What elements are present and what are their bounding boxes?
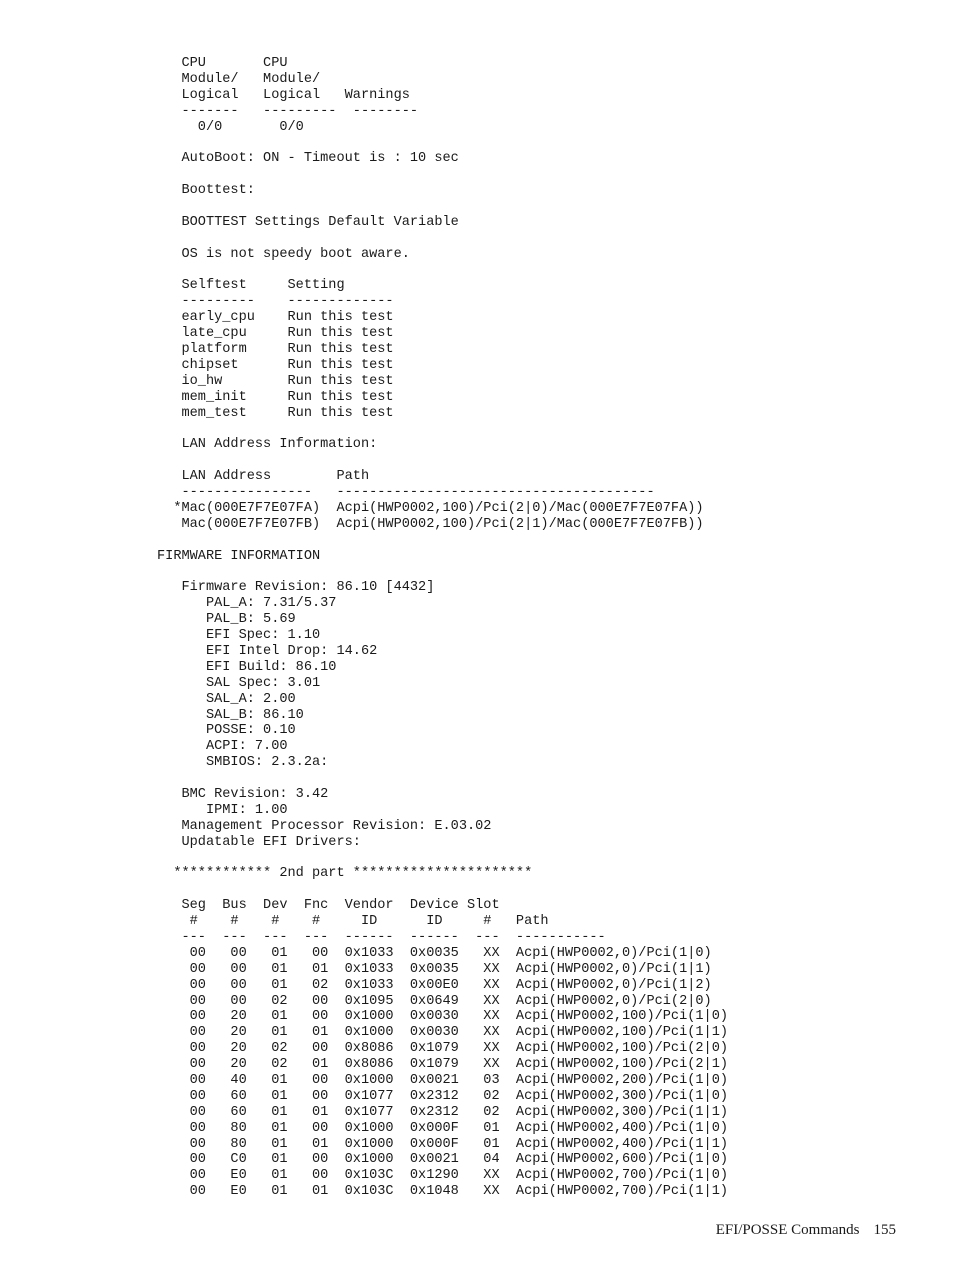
console-line: IPMI: 1.00 — [157, 802, 288, 818]
console-line: 00 C0 01 00 0x1000 0x0021 04 Acpi(HWP0002,600)/Pci(1|0) — [157, 1152, 729, 1168]
console-line — [157, 421, 927, 437]
console-line: 00 20 02 00 0x8086 0x1079 XX Acpi(HWP0002,100)/Pci(2|0) — [157, 1041, 729, 1057]
console-line — [157, 453, 927, 469]
console-line — [157, 199, 927, 215]
footer-section-title: EFI/POSSE Commands — [715, 1222, 860, 1238]
console-line: EFI Spec: 1.10 — [157, 628, 321, 644]
console-line: 0/0 0/0 — [157, 119, 304, 135]
console-line: OS is not speedy boot aware. — [157, 246, 410, 262]
console-line: # # # # ID ID # Path — [157, 914, 549, 930]
console-line: PAL_A: 7.31/5.37 — [157, 596, 337, 612]
console-line: --------- ------------- — [157, 294, 394, 310]
console-line: 00 00 02 00 0x1095 0x0649 XX Acpi(HWP0002,0)/Pci(2|0) — [157, 993, 712, 1009]
console-line: 00 00 01 00 0x1033 0x0035 XX Acpi(HWP0002,0)/Pci(1|0) — [157, 945, 712, 961]
console-line — [157, 135, 927, 151]
console-line: FIRMWARE INFORMATION — [157, 548, 321, 564]
console-line: 00 E0 01 00 0x103C 0x1290 XX Acpi(HWP0002,700)/Pci(1|0) — [157, 1168, 729, 1184]
footer-page-number: 155 — [873, 1222, 896, 1238]
console-line: 00 E0 01 01 0x103C 0x1048 XX Acpi(HWP0002,700)/Pci(1|1) — [157, 1184, 729, 1200]
console-line — [157, 231, 927, 247]
console-line: 00 60 01 00 0x1077 0x2312 02 Acpi(HWP0002,300)/Pci(1|0) — [157, 1088, 729, 1104]
console-line: mem_init Run this test — [157, 389, 394, 405]
console-line: LAN Address Path — [157, 469, 370, 485]
console-line: platform Run this test — [157, 342, 394, 358]
page-footer — [716, 1222, 896, 1239]
console-line: EFI Build: 86.10 — [157, 659, 337, 675]
console-line: 00 20 01 01 0x1000 0x0030 XX Acpi(HWP0002,100)/Pci(1|1) — [157, 1025, 729, 1041]
console-line: BMC Revision: 3.42 — [157, 786, 329, 802]
console-line: LAN Address Information: — [157, 437, 378, 453]
console-line: 00 00 01 01 0x1033 0x0035 XX Acpi(HWP0002,0)/Pci(1|1) — [157, 961, 712, 977]
console-line: --- --- --- --- ------ ------ --- ----------- — [157, 929, 606, 945]
console-line: io_hw Run this test — [157, 373, 394, 389]
console-line: PAL_B: 5.69 — [157, 612, 296, 628]
console-line: SAL_B: 86.10 — [157, 707, 304, 723]
console-line: Management Processor Revision: E.03.02 — [157, 818, 492, 834]
console-line — [157, 263, 927, 279]
console-line: ---------------- --------------------------------------- — [157, 485, 655, 501]
console-line: POSSE: 0.10 — [157, 723, 296, 739]
console-line: Firmware Revision: 86.10 [4432] — [157, 580, 435, 596]
console-line: late_cpu Run this test — [157, 326, 394, 342]
console-line: SAL Spec: 3.01 — [157, 675, 321, 691]
console-line: 00 80 01 01 0x1000 0x000F 01 Acpi(HWP0002,400)/Pci(1|1) — [157, 1136, 729, 1152]
console-line: 00 60 01 01 0x1077 0x2312 02 Acpi(HWP0002,300)/Pci(1|1) — [157, 1104, 729, 1120]
console-line: ------- --------- -------- — [157, 103, 419, 119]
console-line: Seg Bus Dev Fnc Vendor Device Slot — [157, 898, 500, 914]
console-line: Logical Logical Warnings — [157, 87, 410, 103]
console-line — [157, 771, 927, 787]
console-line — [157, 533, 927, 549]
console-line: Selftest Setting — [157, 278, 345, 294]
console-line: Boottest: — [157, 183, 255, 199]
console-line: CPU CPU — [157, 56, 288, 71]
console-line: 00 40 01 00 0x1000 0x0021 03 Acpi(HWP0002,200)/Pci(1|0) — [157, 1073, 729, 1088]
console-line: SAL_A: 2.00 — [157, 691, 296, 707]
console-line: chipset Run this test — [157, 357, 394, 373]
console-line: Updatable EFI Drivers: — [157, 834, 361, 850]
console-line: 00 20 01 00 0x1000 0x0030 XX Acpi(HWP0002,100)/Pci(1|0) — [157, 1009, 729, 1025]
console-line — [157, 882, 927, 898]
console-line: 00 00 01 02 0x1033 0x00E0 XX Acpi(HWP0002,0)/Pci(1|2) — [157, 977, 712, 993]
console-line: mem_test Run this test — [157, 405, 394, 421]
console-line: SMBIOS: 2.3.2a: — [157, 755, 329, 771]
console-line: early_cpu Run this test — [157, 310, 394, 326]
console-line: EFI Intel Drop: 14.62 — [157, 643, 378, 659]
console-line — [157, 167, 927, 183]
console-line: Mac(000E7F7E07FB) Acpi(HWP0002,100)/Pci(2|1)/Mac(000E7F7E07FB)) — [157, 516, 704, 532]
console-line: BOOTTEST Settings Default Variable — [157, 214, 459, 230]
console-line: 00 80 01 00 0x1000 0x000F 01 Acpi(HWP0002,400)/Pci(1|0) — [157, 1120, 729, 1136]
console-line: ************ 2nd part ********************** — [157, 866, 533, 882]
console-output — [157, 56, 927, 1200]
console-line — [157, 565, 927, 581]
console-line: *Mac(000E7F7E07FA) Acpi(HWP0002,100)/Pci(2|0)/Mac(000E7F7E07FA)) — [157, 500, 704, 516]
console-line: 00 20 02 01 0x8086 0x1079 XX Acpi(HWP0002,100)/Pci(2|1) — [157, 1057, 729, 1073]
console-line — [157, 851, 927, 867]
console-line: AutoBoot: ON - Timeout is : 10 sec — [157, 151, 459, 167]
console-line: ACPI: 7.00 — [157, 739, 288, 755]
console-line: Module/ Module/ — [157, 71, 321, 87]
